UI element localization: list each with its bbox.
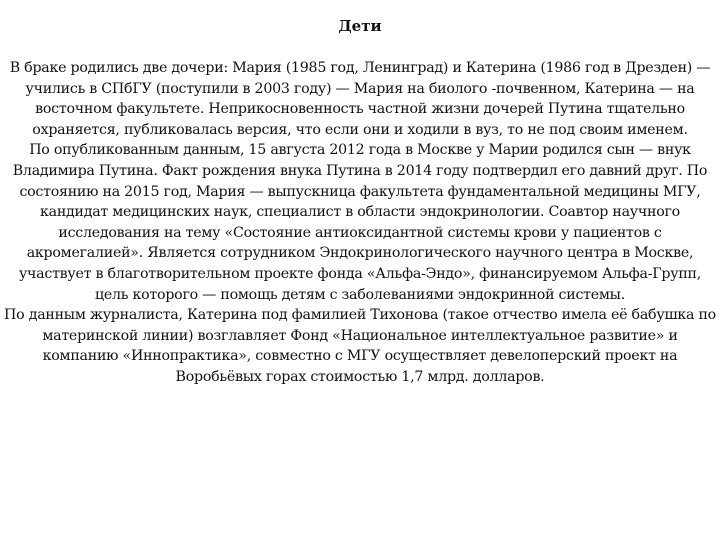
- paragraph-katerina: По данным журналиста, Катерина под фамилией Тихонова (такое отчество имела её бабушка по материнской линии) возглавляет Фонд «Национальное интеллектуальное развитие» и компанию «Иннопрактика», совместно с МГУ осуществляет девелоперский проект на Воробьёвых горах стоимостью 1,7 млрд. долларов.: [4, 307, 716, 385]
- paragraph-daughters-education: В браке родились две дочери: Мария (1985 год, Ленинград) и Катерина (1986 год в Дрезден) — учились в СПбГУ (поступили в 2003 году) — Мария на биолого -почвенном, Катерина — на восточном факультете. Неприкосновенность частной жизни дочерей Путина тщательно охраняется, публиковалась версия, что если они и ходили в вуз, то не под своим именем.: [9, 60, 711, 138]
- paragraph-maria: По опубликованным данным, 15 августа 2012 года в Москве у Марии родился сын — внук Владимира Путина. Факт рождения внука Путина в 2014 году подтвердил его давний друг. По состоянию на 2015 год, Мария — выпускница факультета фундаментальной медицины МГУ, кандидат медицинских наук, специалист в области эндокринологии. Соавтор научного исследования на тему «Состояние антиоксидантной системы крови у пациентов с акромегалией». Является сотрудником Эндокринологического научного центра в Москве, участвует в благотворительном проекте фонда «Альфа-Эндо», финансируемом Альфа-Групп, цель которого — помощь детям с заболеваниями эндокринной системы.: [12, 142, 708, 303]
- slide-title: Дети: [338, 17, 382, 35]
- slide-body: [4, 58, 716, 388]
